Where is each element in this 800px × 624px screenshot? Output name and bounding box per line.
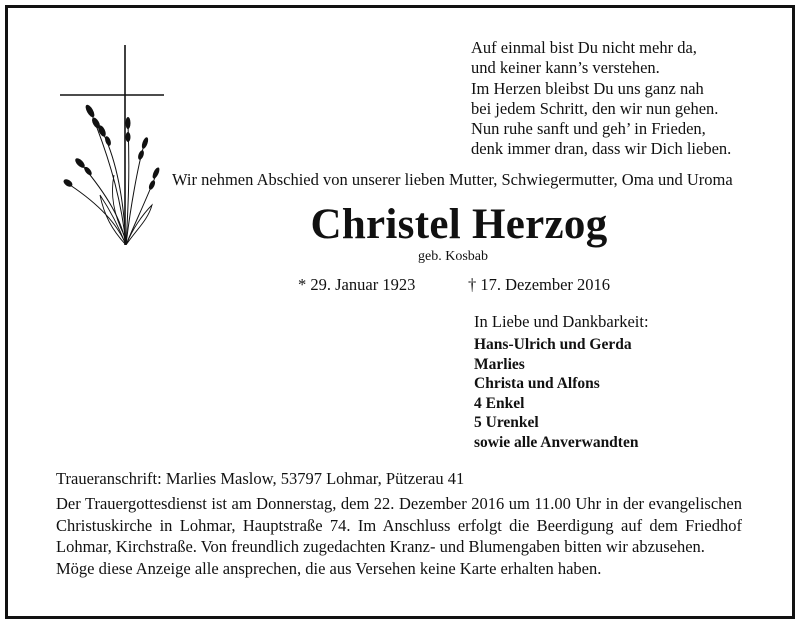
service-details: Der Trauergottesdienst ist am Donnerstag, dem 22. Dezember 2016 um 11.00 Uhr in der evangelischen Christuskirche in Lohmar, Hauptstraße 74. Im Anschluss erfolgt die Beerdigung auf dem Friedhof Lohmar, Kirchstraße. Von freundlich zugedachten Kranz- und Blumengaben bitten wir abzusehen. (56, 494, 742, 556)
death-date: † 17. Dezember 2016 (468, 275, 611, 294)
poem (471, 38, 731, 160)
mourner: Marlies (474, 355, 525, 373)
poem-line: Im Herzen bleibst Du uns ganz nah (471, 78, 704, 98)
deceased-name: Christel Herzog (310, 201, 608, 248)
mourning-address: Traueranschrift: Marlies Maslow, 53797 Lohmar, Pützerau 41 (56, 469, 465, 488)
poem-line: denk immer dran, dass wir Dich lieben. (471, 139, 732, 159)
thanks-line: In Liebe und Dankbarkeit: (474, 312, 649, 331)
birth-name: geb. Kosbab (418, 249, 488, 264)
poem-line: und keiner kann’s verstehen. (471, 58, 660, 78)
closing-note: Möge diese Anzeige alle ansprechen, die aus Versehen keine Karte erhalten haben. (56, 559, 602, 578)
poem-line: bei jedem Schritt, den wir nun gehen. (471, 98, 719, 118)
mourner: 5 Urenkel (474, 414, 539, 431)
poem-line: Auf einmal bist Du nicht mehr da, (471, 38, 697, 57)
mourner: Hans-Ulrich und Gerda (474, 336, 632, 353)
mourner: 4 Enkel (474, 394, 525, 412)
birth-date: * 29. Januar 1923 (298, 275, 416, 294)
poem-line: Nun ruhe sanft und geh’ in Frieden, (471, 119, 706, 139)
farewell-intro: Wir nehmen Abschied von unserer lieben Mutter, Schwiegermutter, Oma und Uroma (172, 170, 733, 189)
mourner: sowie alle Anverwandten (474, 433, 639, 451)
mourner: Christa und Alfons (474, 375, 600, 392)
mourners-list (474, 335, 638, 452)
